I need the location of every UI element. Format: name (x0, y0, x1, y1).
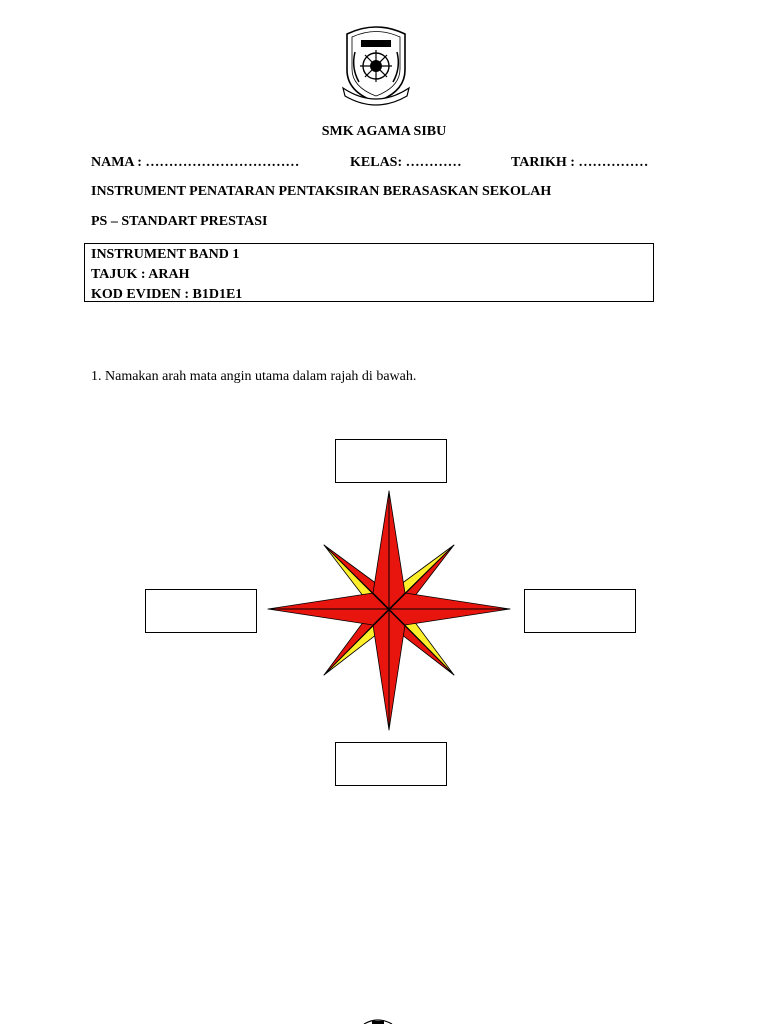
standard-title: PS – STANDART PRESTASI (91, 214, 268, 229)
question-text: 1. Namakan arah mata angin utama dalam rajah di bawah. (91, 369, 417, 384)
topic-label: TAJUK : ARAH (91, 267, 190, 282)
school-crest-logo (341, 22, 411, 106)
instrument-info-box (84, 243, 654, 302)
tarikh-field[interactable]: TARIKH : …………… (511, 155, 649, 170)
evidence-code-label: KOD EVIDEN : B1D1E1 (91, 287, 243, 302)
kelas-field[interactable]: KELAS: ………… (350, 155, 462, 170)
nama-field[interactable]: NAMA : …………………………… (91, 155, 300, 170)
answer-box-left[interactable] (145, 589, 257, 633)
answer-box-top[interactable] (335, 439, 447, 483)
answer-box-right[interactable] (524, 589, 636, 633)
instrument-title: INSTRUMENT PENATARAN PENTAKSIRAN BERASASKAN SEKOLAH (91, 184, 552, 199)
next-page-crest-icon (360, 1018, 396, 1024)
school-name: SMK AGAMA SIBU (321, 124, 447, 139)
answer-box-bottom[interactable] (335, 742, 447, 786)
instrument-band-label: INSTRUMENT BAND 1 (91, 247, 240, 262)
compass-rose-icon (264, 488, 514, 733)
